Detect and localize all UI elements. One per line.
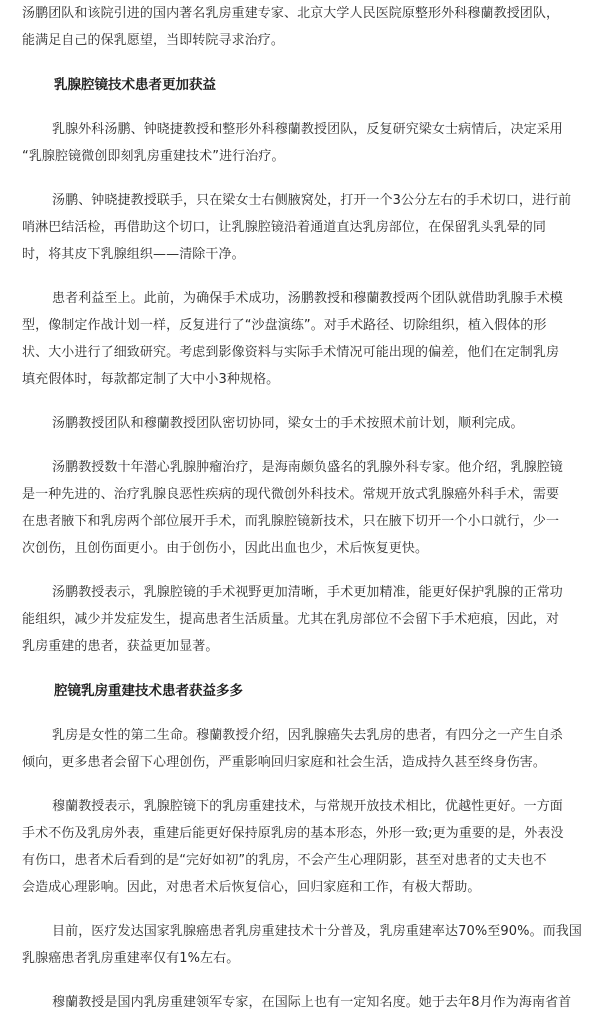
text-line: 填充假体时，每款都定制了大中小3种规格。 bbox=[22, 372, 280, 387]
text-line: 汤鹏、钟晓捷教授联手，只在梁女士右侧腋窝处，打开一个3公分左右的手术切口，进行前 bbox=[52, 193, 572, 208]
paragraph-intro bbox=[22, 0, 585, 54]
text-line: 能组织，减少并发症发生，提高患者生活质量。尤其在乳房部位不会留下手术疤痕，因此，对 bbox=[22, 612, 560, 627]
paragraph-surgery-procedure bbox=[22, 187, 585, 268]
text-line: 患者利益至上。此前，为确保手术成功，汤鹏教授和穆蘭教授两个团队就借助乳腺手术模 bbox=[52, 291, 563, 306]
text-line: 乳房是女性的第二生命。穆蘭教授介绍，因乳腺癌失去乳房的患者，有四分之一产生自杀 bbox=[52, 728, 563, 743]
text-line: 状、大小进行了细致研究。考虑到影像资料与实际手术情况可能出现的偏差，他们在定制乳房 bbox=[22, 345, 560, 360]
paragraph-surgery-complete bbox=[22, 410, 585, 437]
paragraph-reconstruction-advantages bbox=[22, 793, 585, 901]
paragraph-preparation bbox=[22, 285, 585, 393]
section-heading-endoscopy-benefits: 乳腺腔镜技术患者更加获益 bbox=[54, 77, 216, 93]
text-line: 哨淋巴结活检，再借助这个切口，让乳腺腔镜沿着通道直达乳房部位，在保留乳头乳晕的同 bbox=[22, 220, 547, 235]
text-line: 倾向，更多患者会留下心理创伤，严重影响回归家庭和社会生活，造成持久甚至终身伤害。 bbox=[22, 755, 547, 770]
text-line: 汤鹏教授表示，乳腺腔镜的手术视野更加清晰，手术更加精准，能更好保护乳腺的正常功 bbox=[52, 585, 563, 600]
paragraph-treatment-plan bbox=[22, 116, 585, 170]
text-line: 汤鹏教授团队和穆蘭教授团队密切协同，梁女士的手术按照术前计划，顺利完成。 bbox=[52, 416, 524, 431]
text-line: 会造成心理影响。因此，对患者术后恢复信心，回归家庭和工作，有极大帮助。 bbox=[22, 880, 481, 895]
section-heading-reconstruction-benefits: 腔镜乳房重建技术患者获益多多 bbox=[54, 683, 243, 699]
text-line: 在患者腋下和乳房两个部位展开手术，而乳腺腔镜新技术，只在腋下切开一个小口就行，少一 bbox=[22, 514, 560, 529]
text-line: 是一种先进的、治疗乳腺良恶性疾病的现代微创外科技术。常规开放式乳腺癌外科手术，需要 bbox=[22, 487, 560, 502]
text-line: 乳腺癌患者乳房重建率仅有1%左右。 bbox=[22, 951, 240, 966]
paragraph-reconstruction-rate bbox=[22, 918, 585, 972]
text-line: “乳腺腔镜微创即刻乳房重建技术”进行治疗。 bbox=[22, 149, 285, 164]
text-line: 次创伤，且创伤面更小。由于创伤小，因此出血也少，术后恢复更快。 bbox=[22, 541, 429, 556]
paragraph-advantages bbox=[22, 579, 585, 660]
text-line: 穆蘭教授表示，乳腺腔镜下的乳房重建技术，与常规开放技术相比，优越性更好。一方面 bbox=[52, 799, 563, 814]
text-line: 有伤口，患者术后看到的是“完好如初”的乳房，不会产生心理阴影，甚至对患者的丈夫也不 bbox=[22, 853, 547, 868]
text-line: 汤鹏团队和该院引进的国内著名乳房重建专家、北京大学人民医院原整形外科穆蘭教授团队， bbox=[22, 6, 560, 21]
text-line: 手术不伤及乳房外表，重建后能更好保持原乳房的基本形态，外形一致;更为重要的是，外表没 bbox=[22, 826, 564, 841]
text-line: 能满足自己的保乳愿望，当即转院寻求治疗。 bbox=[22, 33, 285, 48]
text-line: 乳腺外科汤鹏、钟晓捷教授和整形外科穆蘭教授团队，反复研究梁女士病情后，决定采用 bbox=[52, 122, 563, 137]
text-line: 目前，医疗发达国家乳腺癌患者乳房重建技术十分普及，乳房重建率达70%至90%。而我国 bbox=[52, 924, 582, 939]
text-line: 时，将其皮下乳腺组织——清除干净。 bbox=[22, 247, 245, 262]
text-line: 汤鹏教授数十年潜心乳腺肿瘤治疗，是海南颇负盛名的乳腺外科专家。他介绍，乳腺腔镜 bbox=[52, 460, 563, 475]
text-line: 穆蘭教授是国内乳房重建领军专家，在国际上也有一定知名度。她于去年8月作为海南省首 bbox=[52, 995, 572, 1010]
paragraph-expert-profile bbox=[22, 989, 585, 1016]
text-line: 乳房重建的患者，获益更加显著。 bbox=[22, 639, 219, 654]
paragraph-second-life bbox=[22, 722, 585, 776]
paragraph-expert-intro bbox=[22, 454, 585, 562]
text-line: 型，像制定作战计划一样，反复进行了“沙盘演练”。对手术路径、切除组织，植入假体的形 bbox=[22, 318, 547, 333]
